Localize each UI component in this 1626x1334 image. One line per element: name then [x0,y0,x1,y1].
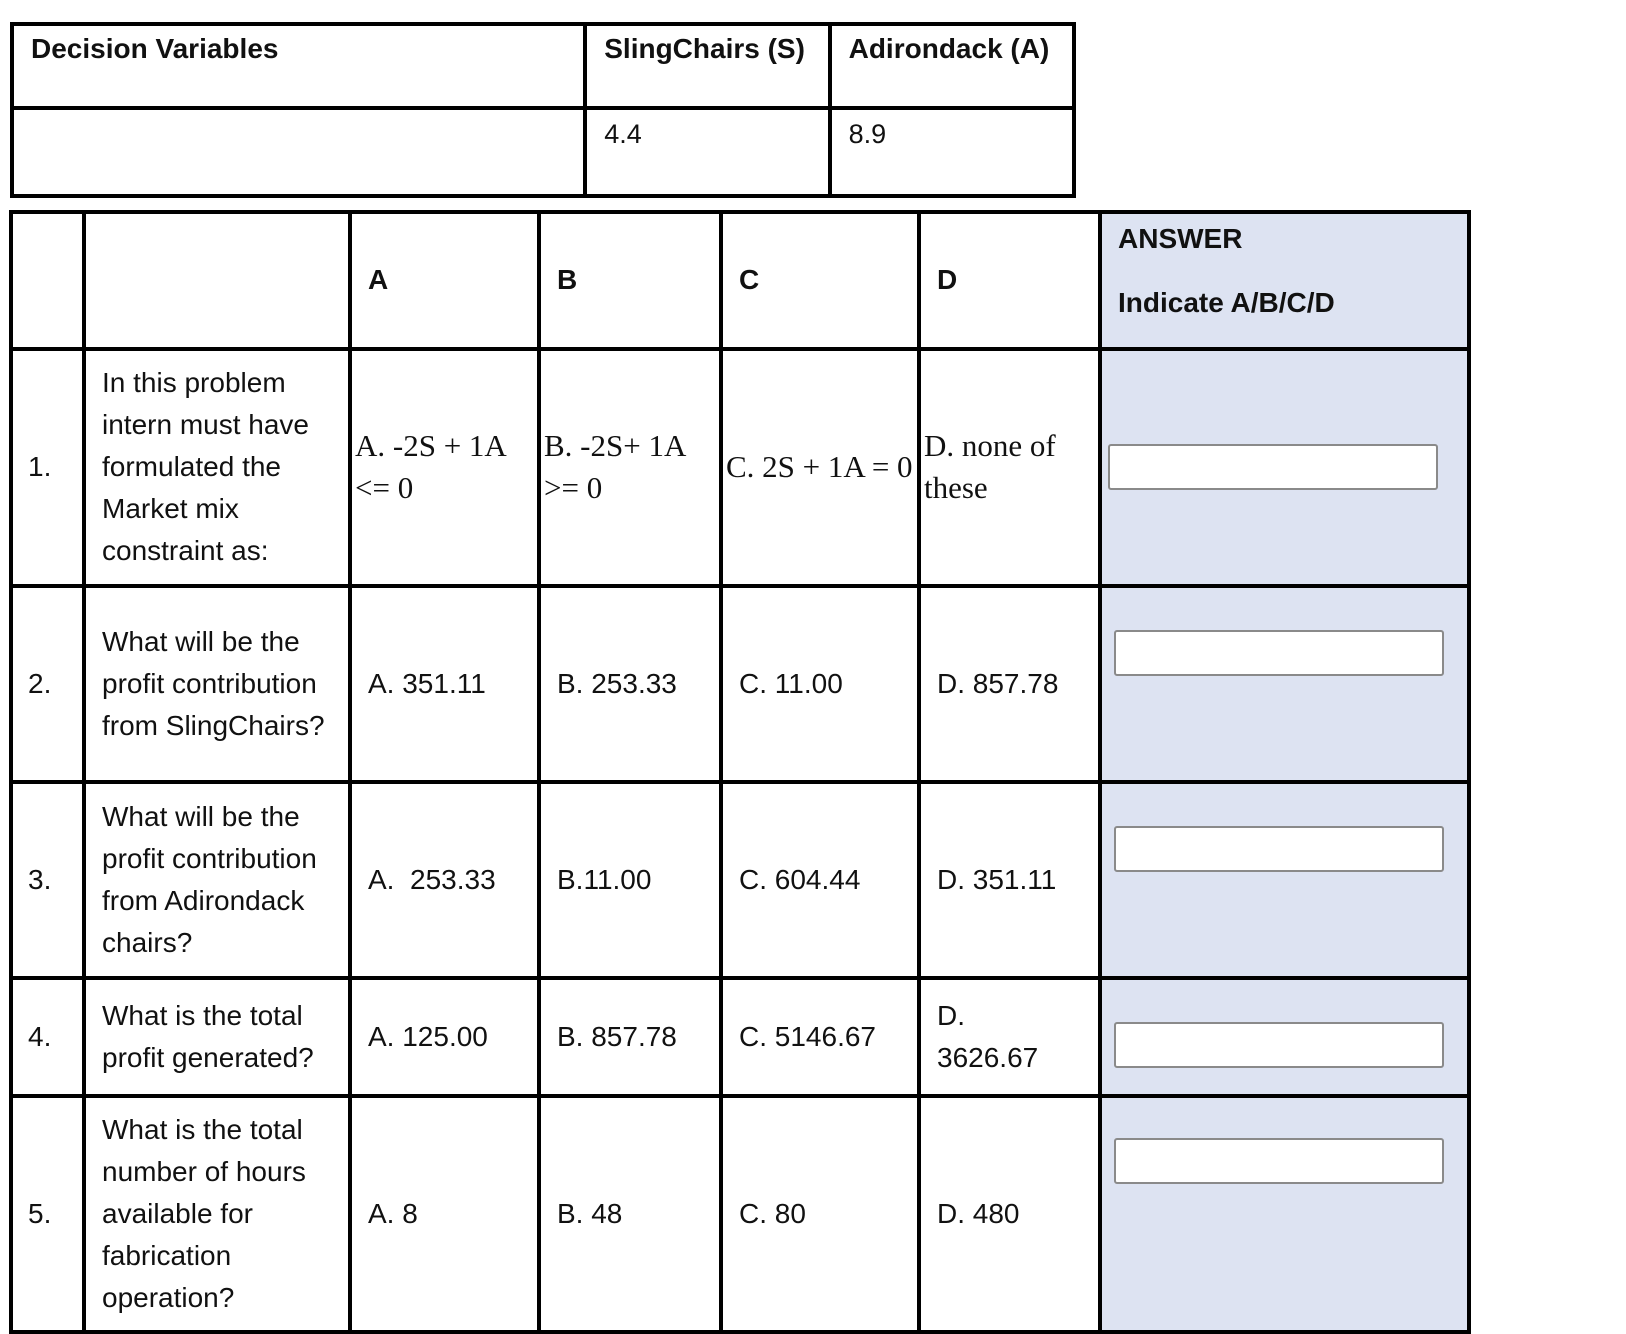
empty-cell [12,108,585,196]
question-number: 4. [11,978,84,1096]
decision-variables-value-row [12,108,1074,196]
option-d: D. none of these [919,349,1100,586]
option-a: A. 351.11 [350,586,539,782]
questions-table [9,210,1471,1334]
option-d: D. 3626.67 [919,978,1100,1096]
question-number: 2. [11,586,84,782]
decision-variables-header-row [12,24,1074,108]
option-a: A. 253.33 [350,782,539,978]
option-b: B. -2S+ 1A >= 0 [539,349,721,586]
answer-input-2[interactable] [1114,630,1444,676]
option-b: B.11.00 [539,782,721,978]
question-text: In this problem intern must have formulated the Market mix constraint as: [84,349,350,586]
slingchairs-column-header: SlingChairs (S) [585,24,829,108]
option-a: A. 8 [350,1096,539,1332]
questions-header-row [11,212,1469,349]
option-d: D. 857.78 [919,586,1100,782]
answer-cell [1100,782,1469,978]
answer-cell [1100,1096,1469,1332]
question-text: What is the total profit generated? [84,978,350,1096]
option-a-header: A [350,212,539,349]
question-row-2 [11,586,1469,782]
question-text: What will be the profit contribution from SlingChairs? [84,586,350,782]
option-b: B. 48 [539,1096,721,1332]
option-c: C. 11.00 [721,586,919,782]
option-d: D. 351.11 [919,782,1100,978]
option-c: C. 80 [721,1096,919,1332]
option-c: C. 604.44 [721,782,919,978]
question-row-3 [11,782,1469,978]
answer-input-5[interactable] [1114,1138,1444,1184]
answer-cell [1100,586,1469,782]
option-a: A. 125.00 [350,978,539,1096]
question-header-cell [84,212,350,349]
answer-input-3[interactable] [1114,826,1444,872]
slingchairs-value: 4.4 [585,108,829,196]
question-row-5 [11,1096,1469,1332]
question-text: What will be the profit contribution from Adirondack chairs? [84,782,350,978]
option-c: C. 2S + 1A = 0 [721,349,919,586]
option-b: B. 857.78 [539,978,721,1096]
adirondack-value: 8.9 [830,108,1074,196]
question-number: 3. [11,782,84,978]
answer-header-subtitle: Indicate A/B/C/D [1118,287,1335,318]
number-header-cell [11,212,84,349]
answer-input-1[interactable] [1108,444,1438,490]
question-row-4 [11,978,1469,1096]
option-b-header: B [539,212,721,349]
answer-header-title: ANSWER [1118,223,1243,254]
option-c-header: C [721,212,919,349]
question-number: 5. [11,1096,84,1332]
adirondack-column-header: Adirondack (A) [830,24,1074,108]
option-d: D. 480 [919,1096,1100,1332]
answer-cell [1100,978,1469,1096]
option-d-header: D [919,212,1100,349]
answer-cell [1100,349,1469,586]
decision-variables-table [10,22,1076,198]
question-text: What is the total number of hours available for fabrication operation? [84,1096,350,1332]
decision-variables-label: Decision Variables [12,24,585,108]
option-c: C. 5146.67 [721,978,919,1096]
question-row-1 [11,349,1469,586]
option-b: B. 253.33 [539,586,721,782]
question-number: 1. [11,349,84,586]
answer-header [1100,212,1469,349]
answer-input-4[interactable] [1114,1022,1444,1068]
option-a: A. -2S + 1A <= 0 [350,349,539,586]
